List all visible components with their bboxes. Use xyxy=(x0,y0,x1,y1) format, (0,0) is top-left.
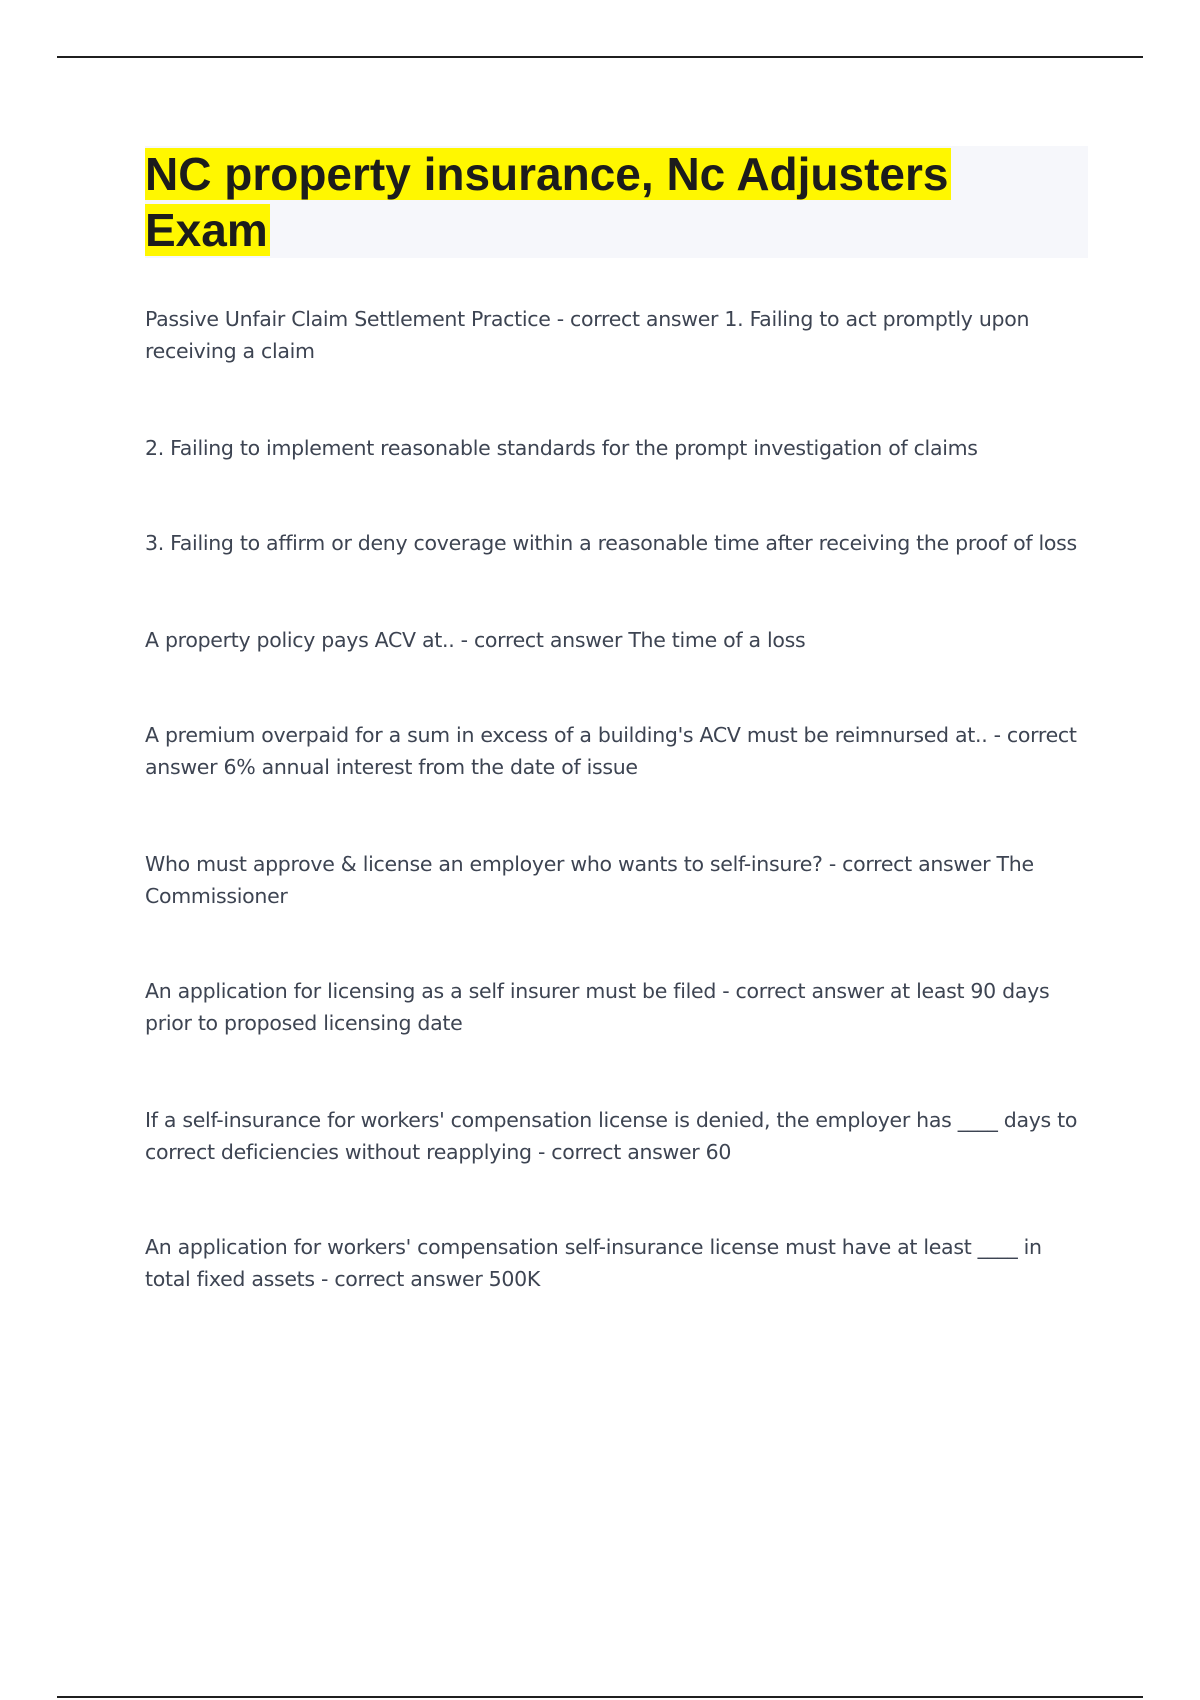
paragraph-3: 3. Failing to affirm or deny coverage within a reasonable time after receiving the proof of loss xyxy=(145,531,1077,555)
title-block xyxy=(145,146,1088,258)
paragraph-1: Passive Unfair Claim Settlement Practice - correct answer 1. Failing to act promptly upon receiving a claim xyxy=(145,307,1030,363)
paragraph-9: An application for workers' compensation self-insurance license must have at least ____ in total fixed assets - correct answer 500K xyxy=(145,1235,1042,1291)
title-highlight: NC property insurance, Nc Adjusters Exam xyxy=(145,148,949,256)
paragraph-6: Who must approve & license an employer who wants to self-insure? - correct answer The Commissioner xyxy=(145,852,1034,908)
top-divider xyxy=(57,56,1143,58)
paragraph-7: An application for licensing as a self insurer must be filed - correct answer at least 90 days prior to proposed licensing date xyxy=(145,979,1050,1035)
paragraph-5: A premium overpaid for a sum in excess of a building's ACV must be reimnursed at.. - correct answer 6% annual interest from the date of issue xyxy=(145,723,1077,779)
paragraph-2: 2. Failing to implement reasonable standards for the prompt investigation of claims xyxy=(145,436,978,460)
paragraph-4: A property policy pays ACV at.. - correct answer The time of a loss xyxy=(145,628,806,652)
bottom-divider xyxy=(57,1696,1143,1698)
document-title xyxy=(145,146,1005,258)
paragraph-8: If a self-insurance for workers' compensation license is denied, the employer has ____ days to correct deficiencies without reapplying - correct answer 60 xyxy=(145,1108,1078,1164)
